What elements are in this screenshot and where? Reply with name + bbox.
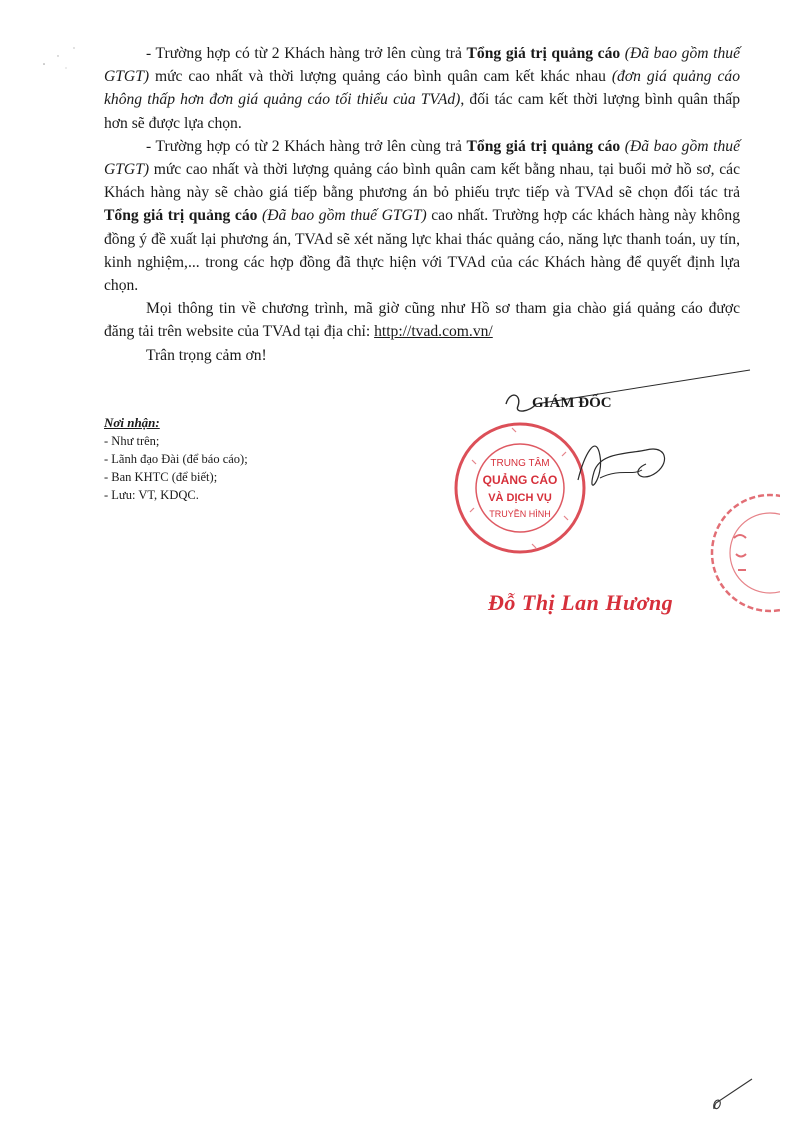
- letter-body: [104, 42, 740, 367]
- initial-mark-icon: [708, 1075, 758, 1115]
- seal-line: TRUNG TÂM: [490, 458, 550, 469]
- paragraph-tie-equal-duration: - Trường hợp có từ 2 Khách hàng trở lên cùng trả Tổng giá trị quảng cáo (Đã bao gồm thuế GTGT) mức cao nhất và thời lượng quảng cáo bình quân cam kết bằng nhau, tại buổi mở hồ sơ, các Khách hàng này sẽ chào giá tiếp bằng phương án bỏ phiếu trực tiếp và TVAd sẽ chọn đối tác trả Tổng giá trị quảng cáo (Đã bao gồm thuế GTGT) cao nhất. Trường hợp các khách hàng này không đồng ý đề xuất lại phương án, TVAd sẽ xét năng lực khai thác quảng cáo, năng lực thanh toán, uy tín, kinh nghiệm,... trong các hợp đồng đã thực hiện với TVAd của các Khách hàng để quyết định lựa chọn.: [104, 137, 740, 295]
- signature-scribble-icon: [500, 360, 760, 520]
- recipient-item: - Ban KHTC (để biết);: [104, 470, 218, 484]
- recipient-item: - Lãnh đạo Đài (để báo cáo);: [104, 452, 248, 466]
- seal-line: VÀ DỊCH VỤ: [488, 492, 552, 504]
- paragraph-info-website: Mọi thông tin về chương trình, mã giờ cũng như Hồ sơ tham gia chào giá quảng cáo được đăng tải trên website của TVAd tại địa chỉ: http://tvad.com.vn/: [104, 300, 740, 341]
- signer-position: GIÁM ĐỐC: [532, 395, 612, 411]
- closing-thanks: Trân trọng cảm ơn!: [146, 346, 267, 364]
- paragraph-tie-different-duration: - Trường hợp có từ 2 Khách hàng trở lên cùng trả Tổng giá trị quảng cáo (Đã bao gồm thuế GTGT) mức cao nhất và thời lượng quảng cáo bình quân cam kết khác nhau (đơn giá quảng cáo không thấp hơn đơn giá quảng cáo tối thiểu của TVAd), đối tác cam kết thời lượng bình quân thấp hơn sẽ được lựa chọn.: [104, 45, 740, 132]
- seal-line: TRUYỀN HÌNH: [489, 509, 551, 519]
- recipients-title: Nơi nhận:: [104, 415, 160, 430]
- website-link[interactable]: http://tvad.com.vn/: [374, 323, 493, 341]
- signer-name: Đỗ Thị Lan Hương: [488, 590, 674, 615]
- seal-line: QUẢNG CÁO: [482, 473, 558, 487]
- recipient-item: - Như trên;: [104, 434, 160, 448]
- recipients-block: [104, 414, 248, 504]
- scan-speck-icon: [40, 44, 80, 74]
- recipient-item: - Lưu: VT, KDQC.: [104, 488, 199, 502]
